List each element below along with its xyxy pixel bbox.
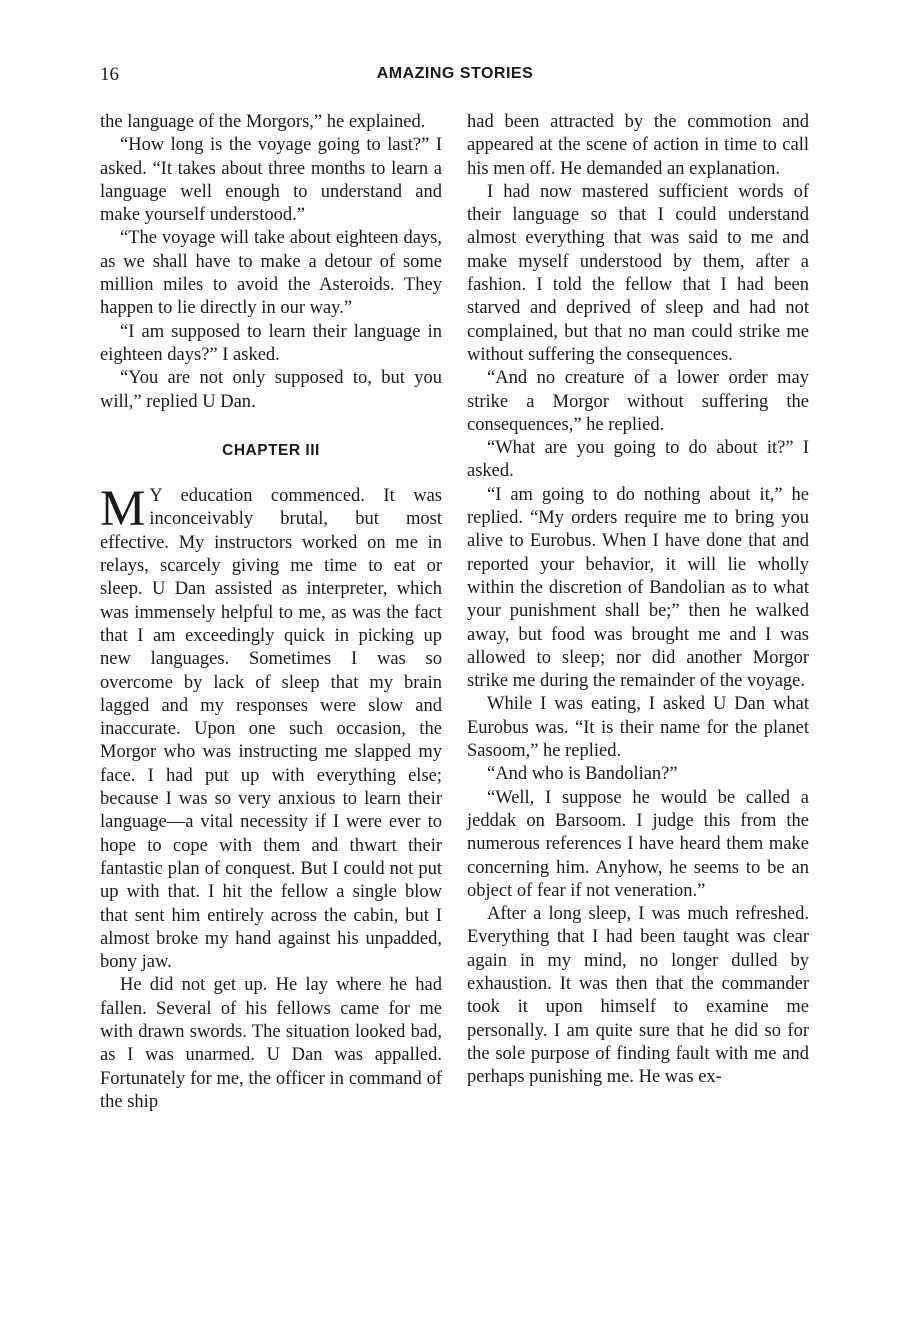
paragraph: “The voyage will take about eighteen days, as we shall have to make a detour of some million miles to avoid the Asteroids. They happen to lie directly in our way.” xyxy=(100,228,442,319)
left-column xyxy=(100,111,442,1114)
paragraph: “You are not only supposed to, but you will,” replied U Dan. xyxy=(100,368,442,412)
paragraph: “How long is the voyage going to last?” I asked. “It takes about three months to learn a language well enough to understand and make yourself understood.” xyxy=(100,135,442,226)
paragraph: the language of the Morgors,” he explained. xyxy=(100,112,426,132)
paragraph: “And no creature of a lower order may strike a Morgor without suffering the consequences,” he replied. xyxy=(467,368,809,435)
paragraph-text: Y education commenced. It was inconceivably brutal, but most effective. My instructors worked on me in relays, scarcely giving me time to eat or sleep. U Dan assisted as interpreter, which was immensely helpful to me, as was the fact that I am exceedingly quick in picking up new languages. Sometimes I was so overcome by lack of sleep that my brain lagged and my responses were slow and inaccurate. Upon one such occasion, the Morgor who was instructing me slapped my face. I had put up with everything else; because I was so very anxious to learn their language—a vital necessity if I were ever to hope to cope with them and thwart their fantastic plan of conquest. But I could not put up with that. I hit the fellow a single blow that sent him entirely across the cabin, but I almost broke my hand against his unpadded, bony jaw. xyxy=(100,486,442,973)
paragraph: He did not get up. He lay where he had fallen. Several of his fellows came for me with drawn swords. The situation looked bad, as I was unarmed. U Dan was appalled. Fortunately for me, the officer in command of the ship xyxy=(100,975,442,1112)
paragraph: After a long sleep, I was much refreshed. Everything that I had been taught was clear again in my mind, no longer dulled by exhaustion. It was then that the commander took it upon himself to examine me personally. I am quite sure that he did so for the sole purpose of finding fault with me and perhaps punishing me. He was ex- xyxy=(467,904,809,1088)
paragraph: “I am going to do nothing about it,” he replied. “My orders require me to bring you alive to Eurobus. When I have done that and reported your behavior, it will lie wholly within the discretion of Bandolian as to what your punishment shall be;” then he walked away, but food was brought me and I was allowed to sleep; nor did another Morgor strike me during the remainder of the voyage. xyxy=(467,484,809,692)
page-number: 16 xyxy=(100,64,119,85)
paragraph: I had now mastered sufficient words of their language so that I could understand almost everything that was said to me and make myself understood by them, after a fashion. I told the fellow that I had been starved and deprived of sleep and had not complained, but that no man could strike me without suffering the consequences. xyxy=(467,181,809,365)
paragraph: While I was eating, I asked U Dan what Eurobus was. “It is their name for the planet Sasoom,” he replied. xyxy=(467,694,809,762)
drop-cap: M xyxy=(100,481,146,538)
paragraph: had been attracted by the commotion and appeared at the scene of action in time to call his men off. He demanded an explanation. xyxy=(467,112,809,179)
paragraph: “Well, I suppose he would be called a jeddak on Barsoom. I judge this from the numerous references I have heard them make concerning him. Anyhow, he seems to be an object of fear if not veneration.” xyxy=(467,787,809,901)
paragraph: “I am supposed to learn their language in eighteen days?” I asked. xyxy=(100,321,442,365)
paragraph: “And who is Bandolian?” xyxy=(487,764,678,785)
right-column xyxy=(467,111,809,1089)
page-header xyxy=(100,64,810,90)
chapter-opening-paragraph xyxy=(100,481,442,974)
paragraph: “What are you going to do about it?” I asked. xyxy=(467,438,809,482)
running-title: AMAZING STORIES xyxy=(376,65,534,82)
chapter-heading: CHAPTER III xyxy=(222,441,320,459)
